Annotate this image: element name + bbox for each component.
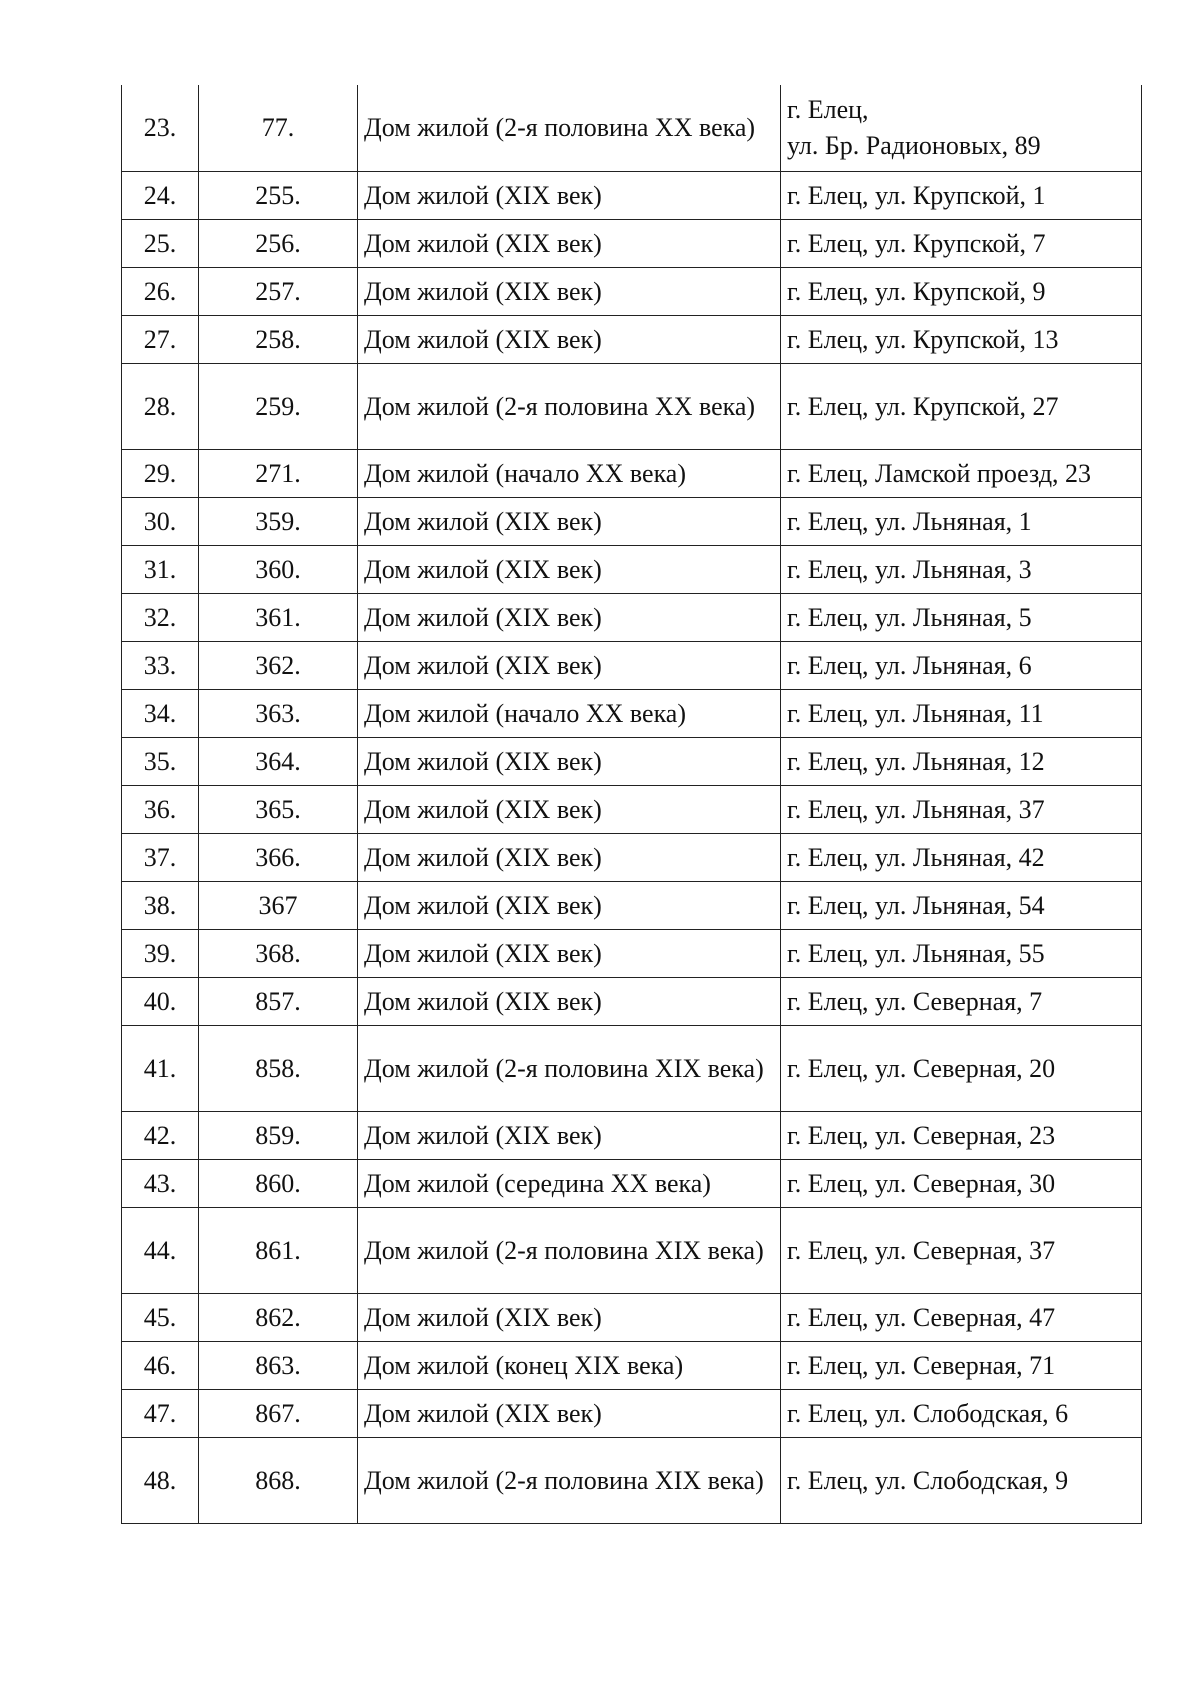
address-cell: г. Елец, ул. Северная, 37 xyxy=(781,1208,1142,1294)
table-row xyxy=(122,882,1142,930)
table-row xyxy=(122,834,1142,882)
address-cell: г. Елец, ул. Льняная, 12 xyxy=(781,738,1142,786)
registry-number-cell: 366. xyxy=(199,834,358,882)
address-cell: г. Елец, ул. Льняная, 54 xyxy=(781,882,1142,930)
registry-number-cell: 858. xyxy=(199,1026,358,1112)
address-cell: г. Елец, ул. Северная, 23 xyxy=(781,1112,1142,1160)
table-row xyxy=(122,1160,1142,1208)
table-row xyxy=(122,268,1142,316)
address-cell: г. Елец, Ламской проезд, 23 xyxy=(781,450,1142,498)
address-cell: г. Елец, ул. Льняная, 55 xyxy=(781,930,1142,978)
address-cell: г. Елец, ул. Слободская, 6 xyxy=(781,1390,1142,1438)
object-name-cell: Дом жилой (XIX век) xyxy=(358,220,781,268)
row-number-cell: 44. xyxy=(122,1208,199,1294)
registry-number-cell: 365. xyxy=(199,786,358,834)
registry-number-cell: 271. xyxy=(199,450,358,498)
address-cell: г. Елец, ул. Крупской, 13 xyxy=(781,316,1142,364)
registry-number-cell: 361. xyxy=(199,594,358,642)
registry-number-cell: 359. xyxy=(199,498,358,546)
address-cell: г. Елец, ул. Льняная, 37 xyxy=(781,786,1142,834)
table-row xyxy=(122,1342,1142,1390)
registry-number-cell: 860. xyxy=(199,1160,358,1208)
row-number-cell: 41. xyxy=(122,1026,199,1112)
address-cell: г. Елец, ул. Крупской, 27 xyxy=(781,364,1142,450)
object-name-cell: Дом жилой (2-я половина XIX века) xyxy=(358,1026,781,1112)
row-number-cell: 28. xyxy=(122,364,199,450)
object-name-cell: Дом жилой (XIX век) xyxy=(358,978,781,1026)
address-cell: г. Елец, ул. Крупской, 1 xyxy=(781,172,1142,220)
row-number-cell: 34. xyxy=(122,690,199,738)
object-name-cell: Дом жилой (середина XX века) xyxy=(358,1160,781,1208)
registry-number-cell: 368. xyxy=(199,930,358,978)
address-cell: г. Елец, ул. Северная, 71 xyxy=(781,1342,1142,1390)
object-name-cell: Дом жилой (XIX век) xyxy=(358,498,781,546)
table-row xyxy=(122,690,1142,738)
object-name-cell: Дом жилой (XIX век) xyxy=(358,786,781,834)
row-number-cell: 25. xyxy=(122,220,199,268)
table-row xyxy=(122,786,1142,834)
registry-number-cell: 363. xyxy=(199,690,358,738)
registry-number-cell: 859. xyxy=(199,1112,358,1160)
row-number-cell: 26. xyxy=(122,268,199,316)
object-name-cell: Дом жилой (XIX век) xyxy=(358,1294,781,1342)
table-row xyxy=(122,1208,1142,1294)
table-row xyxy=(122,1112,1142,1160)
address-cell: г. Елец, ул. Льняная, 3 xyxy=(781,546,1142,594)
address-cell: г. Елец, ул. Бр. Радионовых, 89 xyxy=(781,85,1142,172)
table-row xyxy=(122,172,1142,220)
row-number-cell: 24. xyxy=(122,172,199,220)
address-cell: г. Елец, ул. Льняная, 11 xyxy=(781,690,1142,738)
table-row xyxy=(122,316,1142,364)
registry-number-cell: 868. xyxy=(199,1438,358,1524)
object-name-cell: Дом жилой (конец XIX века) xyxy=(358,1342,781,1390)
object-name-cell: Дом жилой (XIX век) xyxy=(358,1390,781,1438)
registry-number-cell: 367 xyxy=(199,882,358,930)
row-number-cell: 46. xyxy=(122,1342,199,1390)
row-number-cell: 42. xyxy=(122,1112,199,1160)
row-number-cell: 37. xyxy=(122,834,199,882)
registry-number-cell: 256. xyxy=(199,220,358,268)
row-number-cell: 45. xyxy=(122,1294,199,1342)
address-cell: г. Елец, ул. Льняная, 5 xyxy=(781,594,1142,642)
row-number-cell: 38. xyxy=(122,882,199,930)
row-number-cell: 30. xyxy=(122,498,199,546)
registry-number-cell: 360. xyxy=(199,546,358,594)
object-name-cell: Дом жилой (2-я половина XIX века) xyxy=(358,1438,781,1524)
table-row xyxy=(122,450,1142,498)
row-number-cell: 31. xyxy=(122,546,199,594)
address-cell: г. Елец, ул. Льняная, 1 xyxy=(781,498,1142,546)
table-row xyxy=(122,1390,1142,1438)
table-row xyxy=(122,978,1142,1026)
registry-number-cell: 362. xyxy=(199,642,358,690)
object-name-cell: Дом жилой (XIX век) xyxy=(358,316,781,364)
table-row xyxy=(122,642,1142,690)
registry-number-cell: 259. xyxy=(199,364,358,450)
table-row xyxy=(122,738,1142,786)
table-row xyxy=(122,364,1142,450)
row-number-cell: 43. xyxy=(122,1160,199,1208)
table-row xyxy=(122,1294,1142,1342)
object-name-cell: Дом жилой (2-я половина XX века) xyxy=(358,364,781,450)
table-body xyxy=(122,85,1142,1524)
row-number-cell: 27. xyxy=(122,316,199,364)
row-number-cell: 33. xyxy=(122,642,199,690)
object-name-cell: Дом жилой (XIX век) xyxy=(358,268,781,316)
registry-number-cell: 867. xyxy=(199,1390,358,1438)
row-number-cell: 23. xyxy=(122,85,199,172)
table-row xyxy=(122,1026,1142,1112)
object-name-cell: Дом жилой (XIX век) xyxy=(358,834,781,882)
row-number-cell: 32. xyxy=(122,594,199,642)
object-name-cell: Дом жилой (2-я половина XX века) xyxy=(358,85,781,172)
registry-number-cell: 863. xyxy=(199,1342,358,1390)
row-number-cell: 35. xyxy=(122,738,199,786)
registry-number-cell: 258. xyxy=(199,316,358,364)
address-cell: г. Елец, ул. Крупской, 9 xyxy=(781,268,1142,316)
row-number-cell: 48. xyxy=(122,1438,199,1524)
table-row xyxy=(122,498,1142,546)
object-name-cell: Дом жилой (XIX век) xyxy=(358,172,781,220)
address-cell: г. Елец, ул. Северная, 47 xyxy=(781,1294,1142,1342)
object-name-cell: Дом жилой (начало XX века) xyxy=(358,450,781,498)
table-row xyxy=(122,594,1142,642)
row-number-cell: 47. xyxy=(122,1390,199,1438)
registry-number-cell: 77. xyxy=(199,85,358,172)
object-name-cell: Дом жилой (начало XX века) xyxy=(358,690,781,738)
registry-number-cell: 861. xyxy=(199,1208,358,1294)
address-cell: г. Елец, ул. Слободская, 9 xyxy=(781,1438,1142,1524)
heritage-objects-table xyxy=(121,85,1142,1524)
table-row xyxy=(122,546,1142,594)
row-number-cell: 29. xyxy=(122,450,199,498)
object-name-cell: Дом жилой (XIX век) xyxy=(358,930,781,978)
object-name-cell: Дом жилой (XIX век) xyxy=(358,642,781,690)
address-cell: г. Елец, ул. Северная, 7 xyxy=(781,978,1142,1026)
registry-number-cell: 364. xyxy=(199,738,358,786)
table-row xyxy=(122,930,1142,978)
registry-number-cell: 257. xyxy=(199,268,358,316)
registry-number-cell: 857. xyxy=(199,978,358,1026)
row-number-cell: 36. xyxy=(122,786,199,834)
row-number-cell: 39. xyxy=(122,930,199,978)
address-cell: г. Елец, ул. Крупской, 7 xyxy=(781,220,1142,268)
table-row xyxy=(122,220,1142,268)
address-cell: г. Елец, ул. Северная, 20 xyxy=(781,1026,1142,1112)
object-name-cell: Дом жилой (XIX век) xyxy=(358,882,781,930)
address-cell: г. Елец, ул. Северная, 30 xyxy=(781,1160,1142,1208)
object-name-cell: Дом жилой (XIX век) xyxy=(358,594,781,642)
object-name-cell: Дом жилой (XIX век) xyxy=(358,738,781,786)
table-row xyxy=(122,1438,1142,1524)
address-cell: г. Елец, ул. Льняная, 42 xyxy=(781,834,1142,882)
object-name-cell: Дом жилой (XIX век) xyxy=(358,546,781,594)
address-cell: г. Елец, ул. Льняная, 6 xyxy=(781,642,1142,690)
table-row xyxy=(122,85,1142,172)
registry-number-cell: 862. xyxy=(199,1294,358,1342)
row-number-cell: 40. xyxy=(122,978,199,1026)
object-name-cell: Дом жилой (XIX век) xyxy=(358,1112,781,1160)
object-name-cell: Дом жилой (2-я половина XIX века) xyxy=(358,1208,781,1294)
registry-number-cell: 255. xyxy=(199,172,358,220)
